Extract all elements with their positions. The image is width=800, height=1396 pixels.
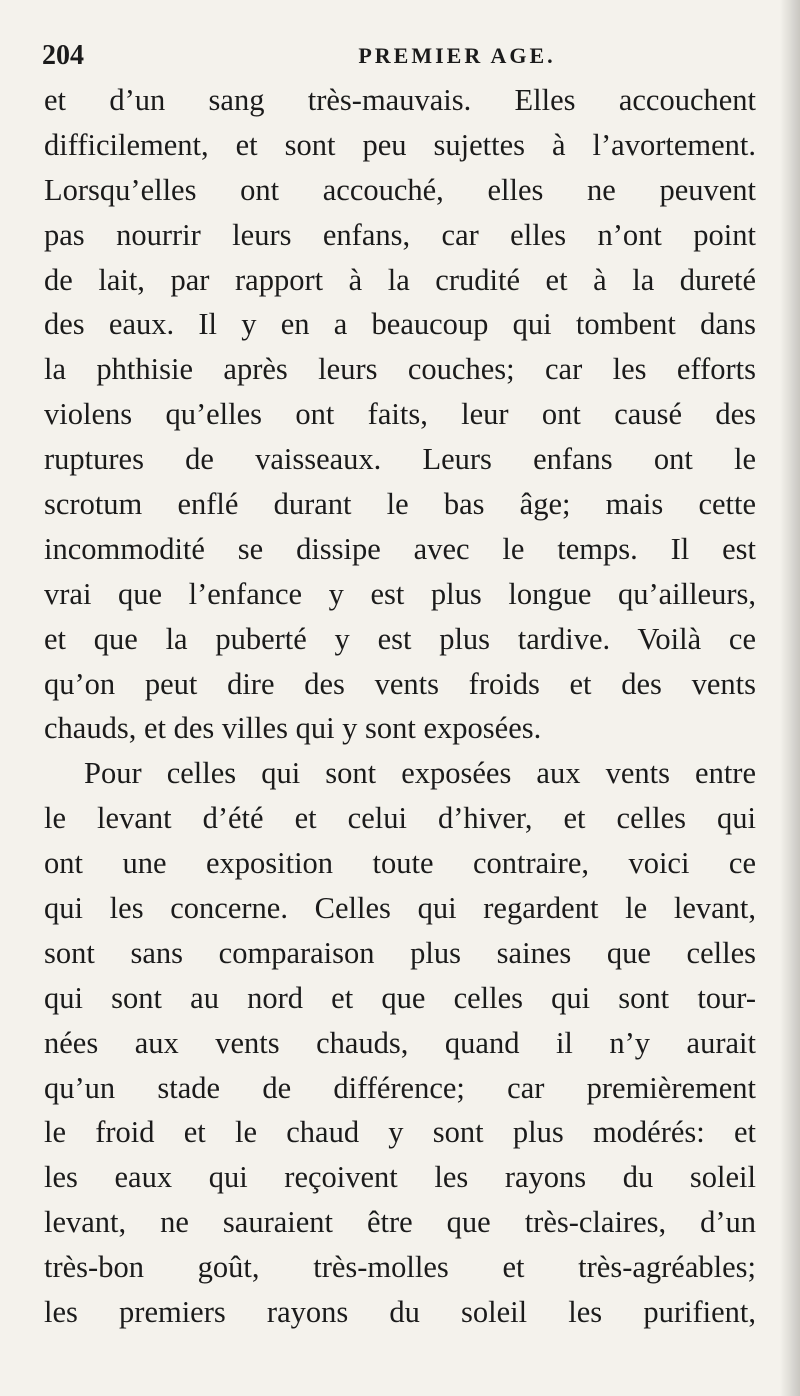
text-line: les premiers rayons du soleil les purifient, [44, 1295, 756, 1330]
text-line: le froid et le chaud y sont plus modérés: et [44, 1115, 756, 1150]
text-line: scrotum enflé durant le bas âge; mais cette [44, 487, 756, 522]
text-line: qu’un stade de différence; car premièrement [44, 1070, 756, 1105]
paragraph-1 [44, 78, 756, 751]
text-line: pas nourrir leurs enfans, car elles n’ont point [44, 217, 756, 252]
text-line: des eaux. Il y en a beaucoup qui tombent dans [44, 307, 756, 342]
text-line: nées aux vents chauds, quand il n’y aurait [44, 1025, 756, 1060]
text-line: de lait, par rapport à la crudité et à la dureté [44, 262, 756, 297]
text-line: chauds, et des villes qui y sont exposées. [44, 711, 542, 746]
text-line: difficilement, et sont peu sujettes à l’avortement. [44, 127, 756, 162]
text-line: ruptures de vaisseaux. Leurs enfans ont le [44, 442, 756, 477]
text-line: Pour celles qui sont exposées aux vents entre [84, 756, 756, 791]
text-line: qui sont au nord et que celles qui sont tour- [44, 980, 756, 1015]
text-line: qu’on peut dire des vents froids et des vents [44, 666, 756, 701]
text-line: les eaux qui reçoivent les rayons du soleil [44, 1160, 756, 1195]
text-line: et d’un sang très-mauvais. Elles accouchent [44, 83, 756, 117]
text-line: sont sans comparaison plus saines que celles [44, 935, 756, 970]
text-line: qui les concerne. Celles qui regardent le levant, [44, 891, 756, 926]
text-line: le levant d’été et celui d’hiver, et celles qui [44, 801, 756, 836]
text-line: incommodité se dissipe avec le temps. Il est [44, 531, 756, 566]
page-number: 204 [42, 40, 84, 71]
text-line: ont une exposition toute contraire, voici ce [44, 846, 756, 881]
text-line: la phthisie après leurs couches; car les efforts [44, 352, 756, 387]
paragraph-2 [44, 751, 756, 1335]
text-line: violens qu’elles ont faits, leur ont causé des [44, 397, 756, 432]
text-line: et que la puberté y est plus tardive. Voilà ce [44, 621, 756, 656]
running-title: PREMIER AGE. [358, 43, 556, 68]
page-header [42, 36, 752, 76]
text-line: levant, ne sauraient être que très-claires, d’un [44, 1205, 756, 1240]
text-line: très-bon goût, très-molles et très-agréables; [44, 1250, 756, 1285]
body-text [44, 78, 756, 1335]
text-line: Lorsqu’elles ont accouché, elles ne peuvent [44, 172, 756, 207]
text-line: vrai que l’enfance y est plus longue qu’ailleurs, [44, 576, 756, 611]
